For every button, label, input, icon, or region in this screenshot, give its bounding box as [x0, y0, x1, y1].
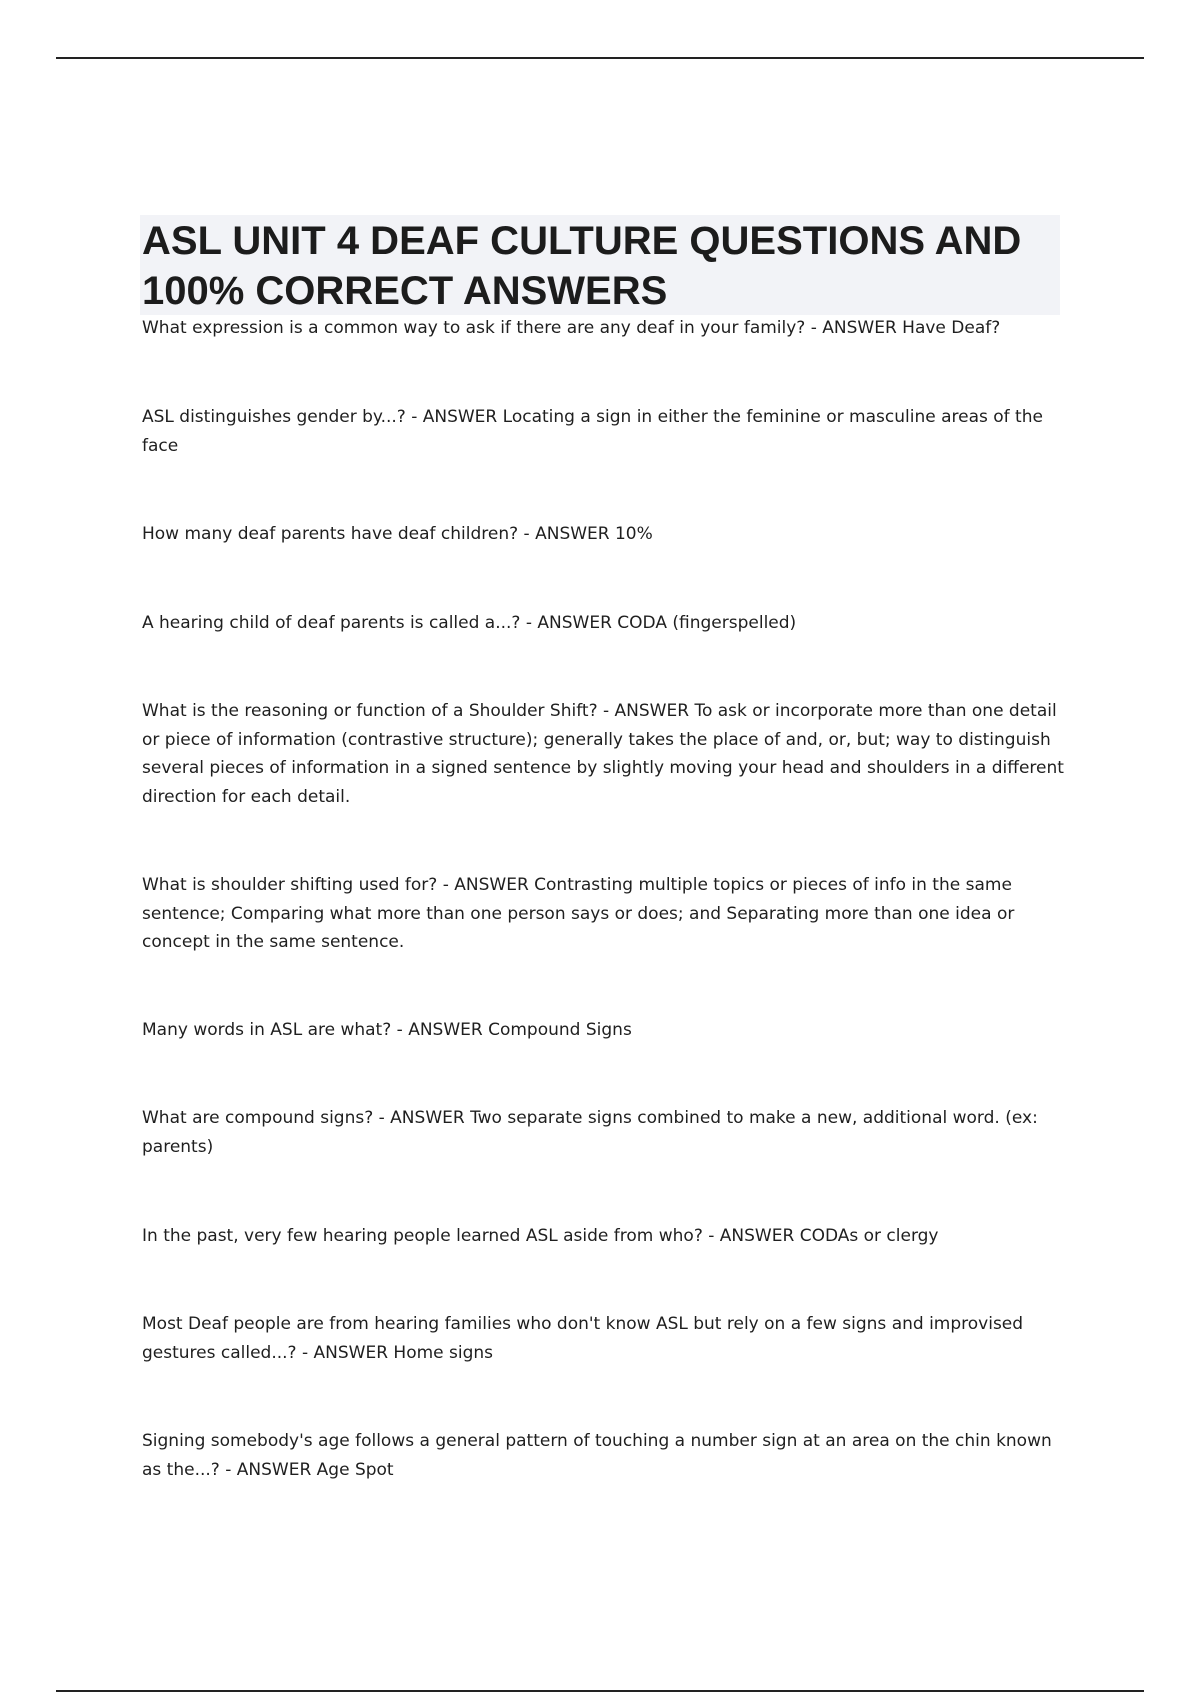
- qa-item-4: A hearing child of deaf parents is called a...? - ANSWER CODA (fingerspelled): [142, 613, 797, 633]
- qa-item-7: Many words in ASL are what? - ANSWER Compound Signs: [142, 1020, 632, 1040]
- top-rule: [56, 57, 1144, 59]
- qa-item-8: What are compound signs? - ANSWER Two separate signs combined to make a new, additional word. (ex: parents): [142, 1108, 1038, 1157]
- qa-item-10: Most Deaf people are from hearing families who don't know ASL but rely on a few signs and improvised gestures called...? - ANSWER Home signs: [142, 1314, 1024, 1363]
- qa-item-9: In the past, very few hearing people learned ASL aside from who? - ANSWER CODAs or clergy: [142, 1226, 939, 1246]
- document-title: ASL UNIT 4 DEAF CULTURE QUESTIONS AND 100% CORRECT ANSWERS: [142, 219, 1022, 313]
- qa-item-11: Signing somebody's age follows a general pattern of touching a number sign at an area on the chin known as the...? - ANSWER Age Spot: [142, 1431, 1052, 1480]
- qa-item-3: How many deaf parents have deaf children? - ANSWER 10%: [142, 524, 653, 544]
- qa-item-5: What is the reasoning or function of a Shoulder Shift? - ANSWER To ask or incorporate more than one detail or piece of information (contrastive structure); generally takes the place of and, or, but; way to distinguish several pieces of information in a signed sentence by slightly moving your head and shoulders in a different direction for each detail.: [142, 701, 1064, 807]
- qa-item-2: ASL distinguishes gender by...? - ANSWER Locating a sign in either the feminine or masculine areas of the face: [142, 407, 1043, 456]
- qa-item-1: What expression is a common way to ask if there are any deaf in your family? - ANSWER Have Deaf?: [142, 318, 1001, 338]
- bottom-rule: [56, 1690, 1144, 1692]
- qa-item-6: What is shoulder shifting used for? - ANSWER Contrasting multiple topics or pieces of info in the same sentence; Comparing what more than one person says or does; and Separating more than one idea or concept in the same sentence.: [142, 875, 1015, 952]
